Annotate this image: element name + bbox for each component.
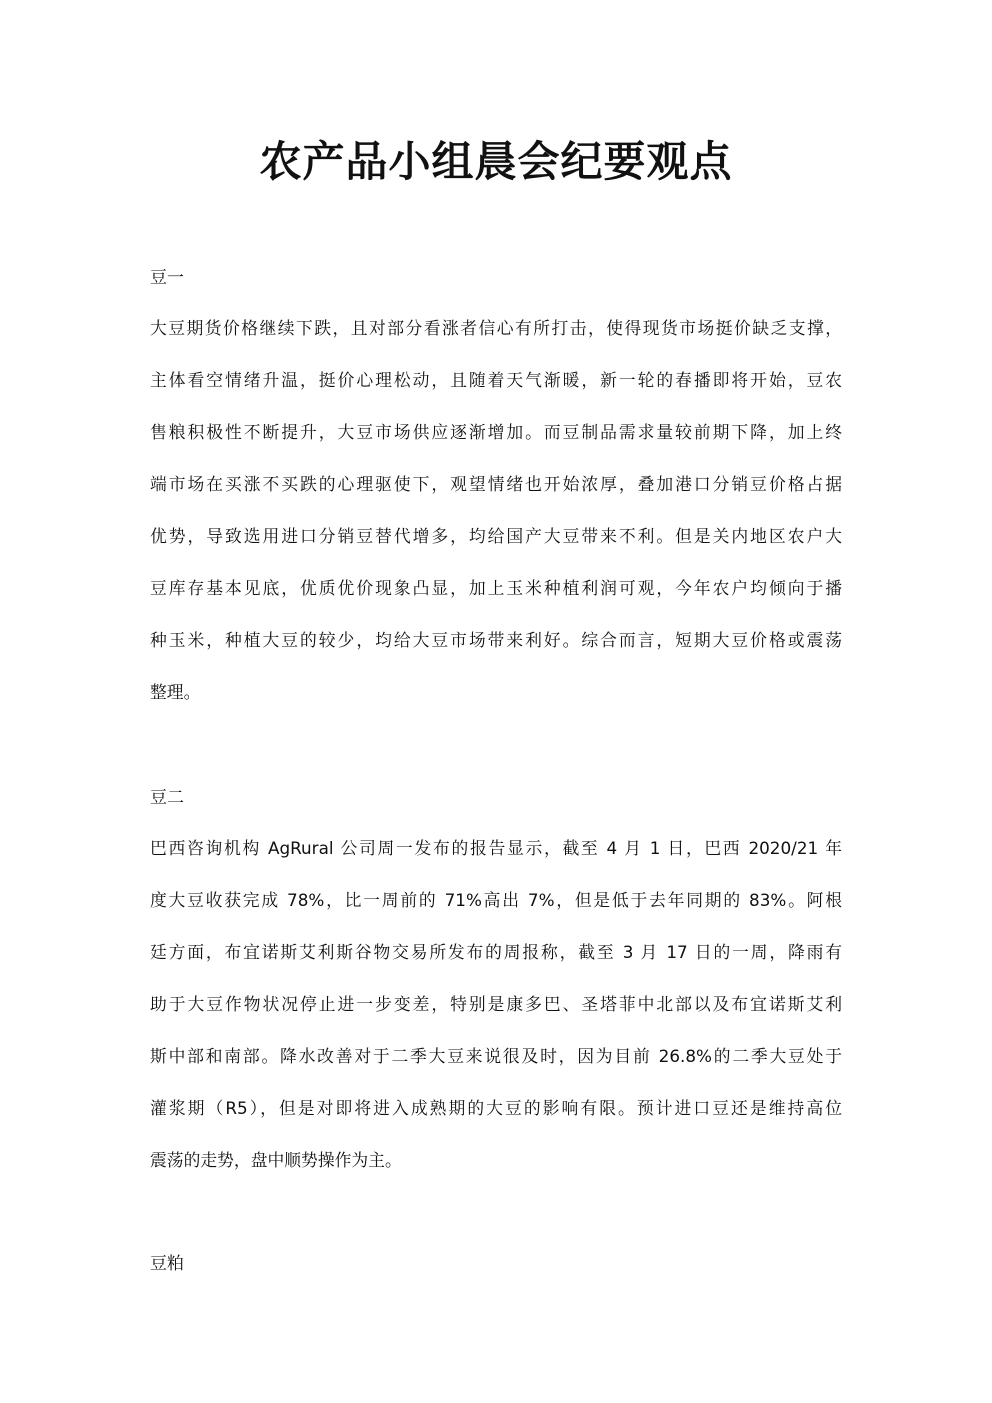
paragraph-line: 整理。 [150,682,201,702]
section-body-douyi [150,302,842,718]
page-title: 农产品小组晨会纪要观点 [259,137,733,186]
paragraph-line: 廷方面，布宜诺斯艾利斯谷物交易所发布的周报称，截至 3 月 17 日的一周，降雨有 [150,942,842,962]
paragraph-line: 助于大豆作物状况停止进一步变差，特别是康多巴、圣塔菲中北部以及布宜诺斯艾利 [150,994,842,1014]
paragraph-line: 豆库存基本见底，优质优价现象凸显，加上玉米种植利润可观，今年农户均倾向于播 [150,578,842,598]
section-body-douer [150,822,842,1186]
paragraph-line: 震荡的走势，盘中顺势操作为主。 [150,1150,402,1170]
section-heading-douyi: 豆一 [150,268,184,288]
section-heading-doupo: 豆粕 [150,1254,184,1274]
paragraph-line: 售粮积极性不断提升，大豆市场供应逐渐增加。而豆制品需求量较前期下降，加上终 [150,422,842,442]
paragraph-line: 斯中部和南部。降水改善对于二季大豆来说很及时，因为目前 26.8%的二季大豆处于 [150,1046,842,1066]
paragraph-line: 巴西咨询机构 AgRural 公司周一发布的报告显示，截至 4 月 1 日，巴西 2020/21 年 [150,838,842,858]
paragraph-line: 灌浆期（R5），但是对即将进入成熟期的大豆的影响有限。预计进口豆还是维持高位 [150,1098,842,1118]
paragraph-line: 主体看空情绪升温，挺价心理松动，且随着天气渐暖，新一轮的春播即将开始，豆农 [150,370,842,390]
section-heading-douer: 豆二 [150,788,184,808]
paragraph-line: 优势，导致选用进口分销豆替代增多，均给国产大豆带来不利。但是关内地区农户大 [150,526,842,546]
paragraph-line: 度大豆收获完成 78%，比一周前的 71%高出 7%，但是低于去年同期的 83%。阿根 [150,890,842,910]
paragraph-line: 大豆期货价格继续下跌，且对部分看涨者信心有所打击，使得现货市场挺价缺乏支撑， [150,318,842,338]
paragraph-line: 端市场在买涨不买跌的心理驱使下，观望情绪也开始浓厚，叠加港口分销豆价格占据 [150,474,842,494]
paragraph-line: 种玉米，种植大豆的较少，均给大豆市场带来利好。综合而言，短期大豆价格或震荡 [150,630,842,650]
